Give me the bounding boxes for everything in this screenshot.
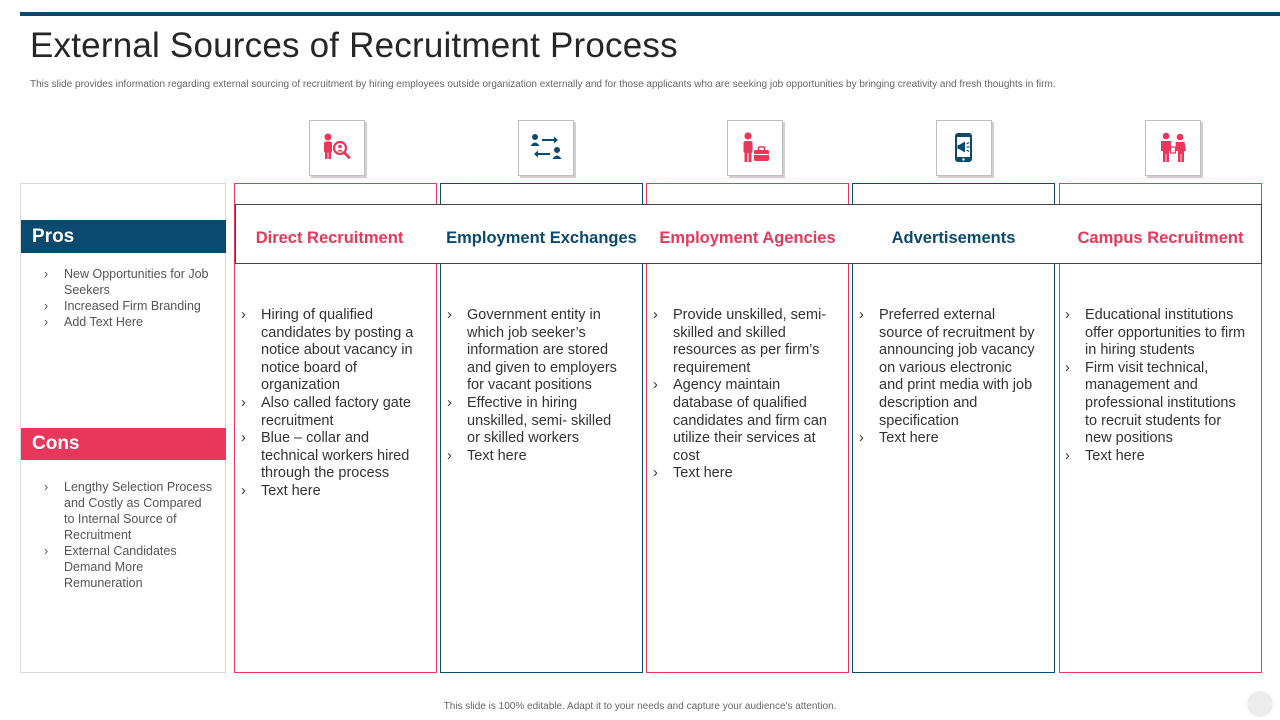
chevron-right-icon: › bbox=[241, 430, 246, 447]
chevron-right-icon: › bbox=[653, 377, 658, 394]
chevron-right-icon: › bbox=[241, 482, 246, 499]
cons-header: Cons bbox=[21, 428, 226, 460]
page-title: External Sources of Recruitment Process bbox=[30, 26, 678, 65]
column-bullets bbox=[447, 307, 625, 465]
list-item: › Increased Firm Branding bbox=[44, 299, 201, 313]
column-title: Employment Agencies bbox=[659, 229, 836, 247]
icon-box bbox=[309, 120, 365, 176]
chevron-right-icon: › bbox=[44, 315, 49, 329]
person-briefcase-icon bbox=[738, 131, 772, 165]
chevron-right-icon: › bbox=[859, 307, 864, 323]
column-title: Advertisements bbox=[891, 229, 1016, 247]
students-icon bbox=[1156, 131, 1190, 165]
chevron-right-icon: › bbox=[447, 394, 452, 411]
chevron-right-icon: › bbox=[1065, 447, 1070, 464]
column-bullets bbox=[653, 307, 831, 483]
column-bullets bbox=[1065, 307, 1251, 465]
list-item: › Provide unskilled, semi-skilled and skilled resources as per firm’s requirement bbox=[653, 307, 827, 376]
list-item: › Text here bbox=[447, 447, 527, 464]
column-title: Direct Recruitment bbox=[255, 229, 404, 247]
column-title: Employment Exchanges bbox=[446, 229, 637, 247]
list-item: › Firm visit technical, management and professional institutions to recruit students for new positions bbox=[1065, 359, 1236, 447]
icon-box bbox=[936, 120, 992, 176]
list-item: › Hiring of qualified candidates by posting a notice about vacancy in notice board of organization bbox=[241, 307, 414, 394]
icon-box bbox=[1145, 120, 1201, 176]
chevron-right-icon: › bbox=[241, 307, 246, 323]
list-item: › Also called factory gate recruitment bbox=[241, 394, 411, 429]
list-item: › Text here bbox=[859, 430, 939, 447]
chevron-right-icon: › bbox=[447, 447, 452, 464]
icon-box bbox=[518, 120, 574, 176]
column-bullets bbox=[241, 307, 419, 501]
list-item: › Add Text Here bbox=[44, 315, 143, 329]
chevron-right-icon: › bbox=[44, 480, 49, 494]
pros-list bbox=[44, 266, 214, 330]
list-item: › External Candidates Demand More Remuneration bbox=[44, 544, 177, 590]
list-item: › Effective in hiring unskilled, semi- skilled or skilled workers bbox=[447, 394, 612, 447]
mobile-megaphone-icon bbox=[947, 131, 981, 165]
list-item: › Government entity in which job seeker’s information are stored and given to employers for vacant positions bbox=[447, 307, 617, 394]
chevron-right-icon: › bbox=[859, 430, 864, 447]
chevron-right-icon: › bbox=[1065, 359, 1070, 376]
chevron-right-icon: › bbox=[44, 299, 49, 313]
list-item: › Text here bbox=[1065, 447, 1145, 464]
chevron-right-icon: › bbox=[241, 394, 246, 411]
page-subtitle: This slide provides information regarding external sourcing of recruitment by hiring employees outside organization externally and for those applicants who are seeking job opportunities by bringing creativity and fresh thoughts in firm. bbox=[30, 79, 1056, 90]
column-title: Campus Recruitment bbox=[1077, 229, 1244, 247]
column-bullets bbox=[859, 307, 1037, 448]
cons-list bbox=[44, 479, 214, 591]
corner-decoration bbox=[1247, 691, 1273, 717]
list-item: › Blue – collar and technical workers hired through the process bbox=[241, 430, 410, 482]
list-item: › Agency maintain database of qualified candidates and firm can utilize their services at cost bbox=[653, 377, 827, 464]
list-item: › Preferred external source of recruitment by announcing job vacancy on various electronic and print media with job description and specification bbox=[859, 307, 1035, 429]
chevron-right-icon: › bbox=[653, 465, 658, 482]
chevron-right-icon: › bbox=[1065, 307, 1070, 323]
chevron-right-icon: › bbox=[44, 544, 49, 558]
icon-box bbox=[727, 120, 783, 176]
people-exchange-icon bbox=[529, 131, 563, 165]
chevron-right-icon: › bbox=[653, 307, 658, 323]
chevron-right-icon: › bbox=[44, 267, 49, 281]
footer-note: This slide is 100% editable. Adapt it to your needs and capture your audience's attention. bbox=[443, 701, 837, 712]
list-item: › Educational institutions offer opportunities to firm in hiring students bbox=[1065, 307, 1246, 359]
list-item: › Text here bbox=[653, 465, 733, 482]
list-item: › Text here bbox=[241, 482, 321, 499]
pros-header: Pros bbox=[21, 220, 226, 253]
person-search-icon bbox=[320, 131, 354, 165]
top-accent-bar bbox=[20, 12, 1280, 16]
list-item: › Lengthy Selection Process and Costly as Compared to Internal Source of Recruitment bbox=[44, 480, 213, 542]
chevron-right-icon: › bbox=[447, 307, 452, 323]
list-item: › New Opportunities for Job Seekers bbox=[44, 267, 209, 297]
